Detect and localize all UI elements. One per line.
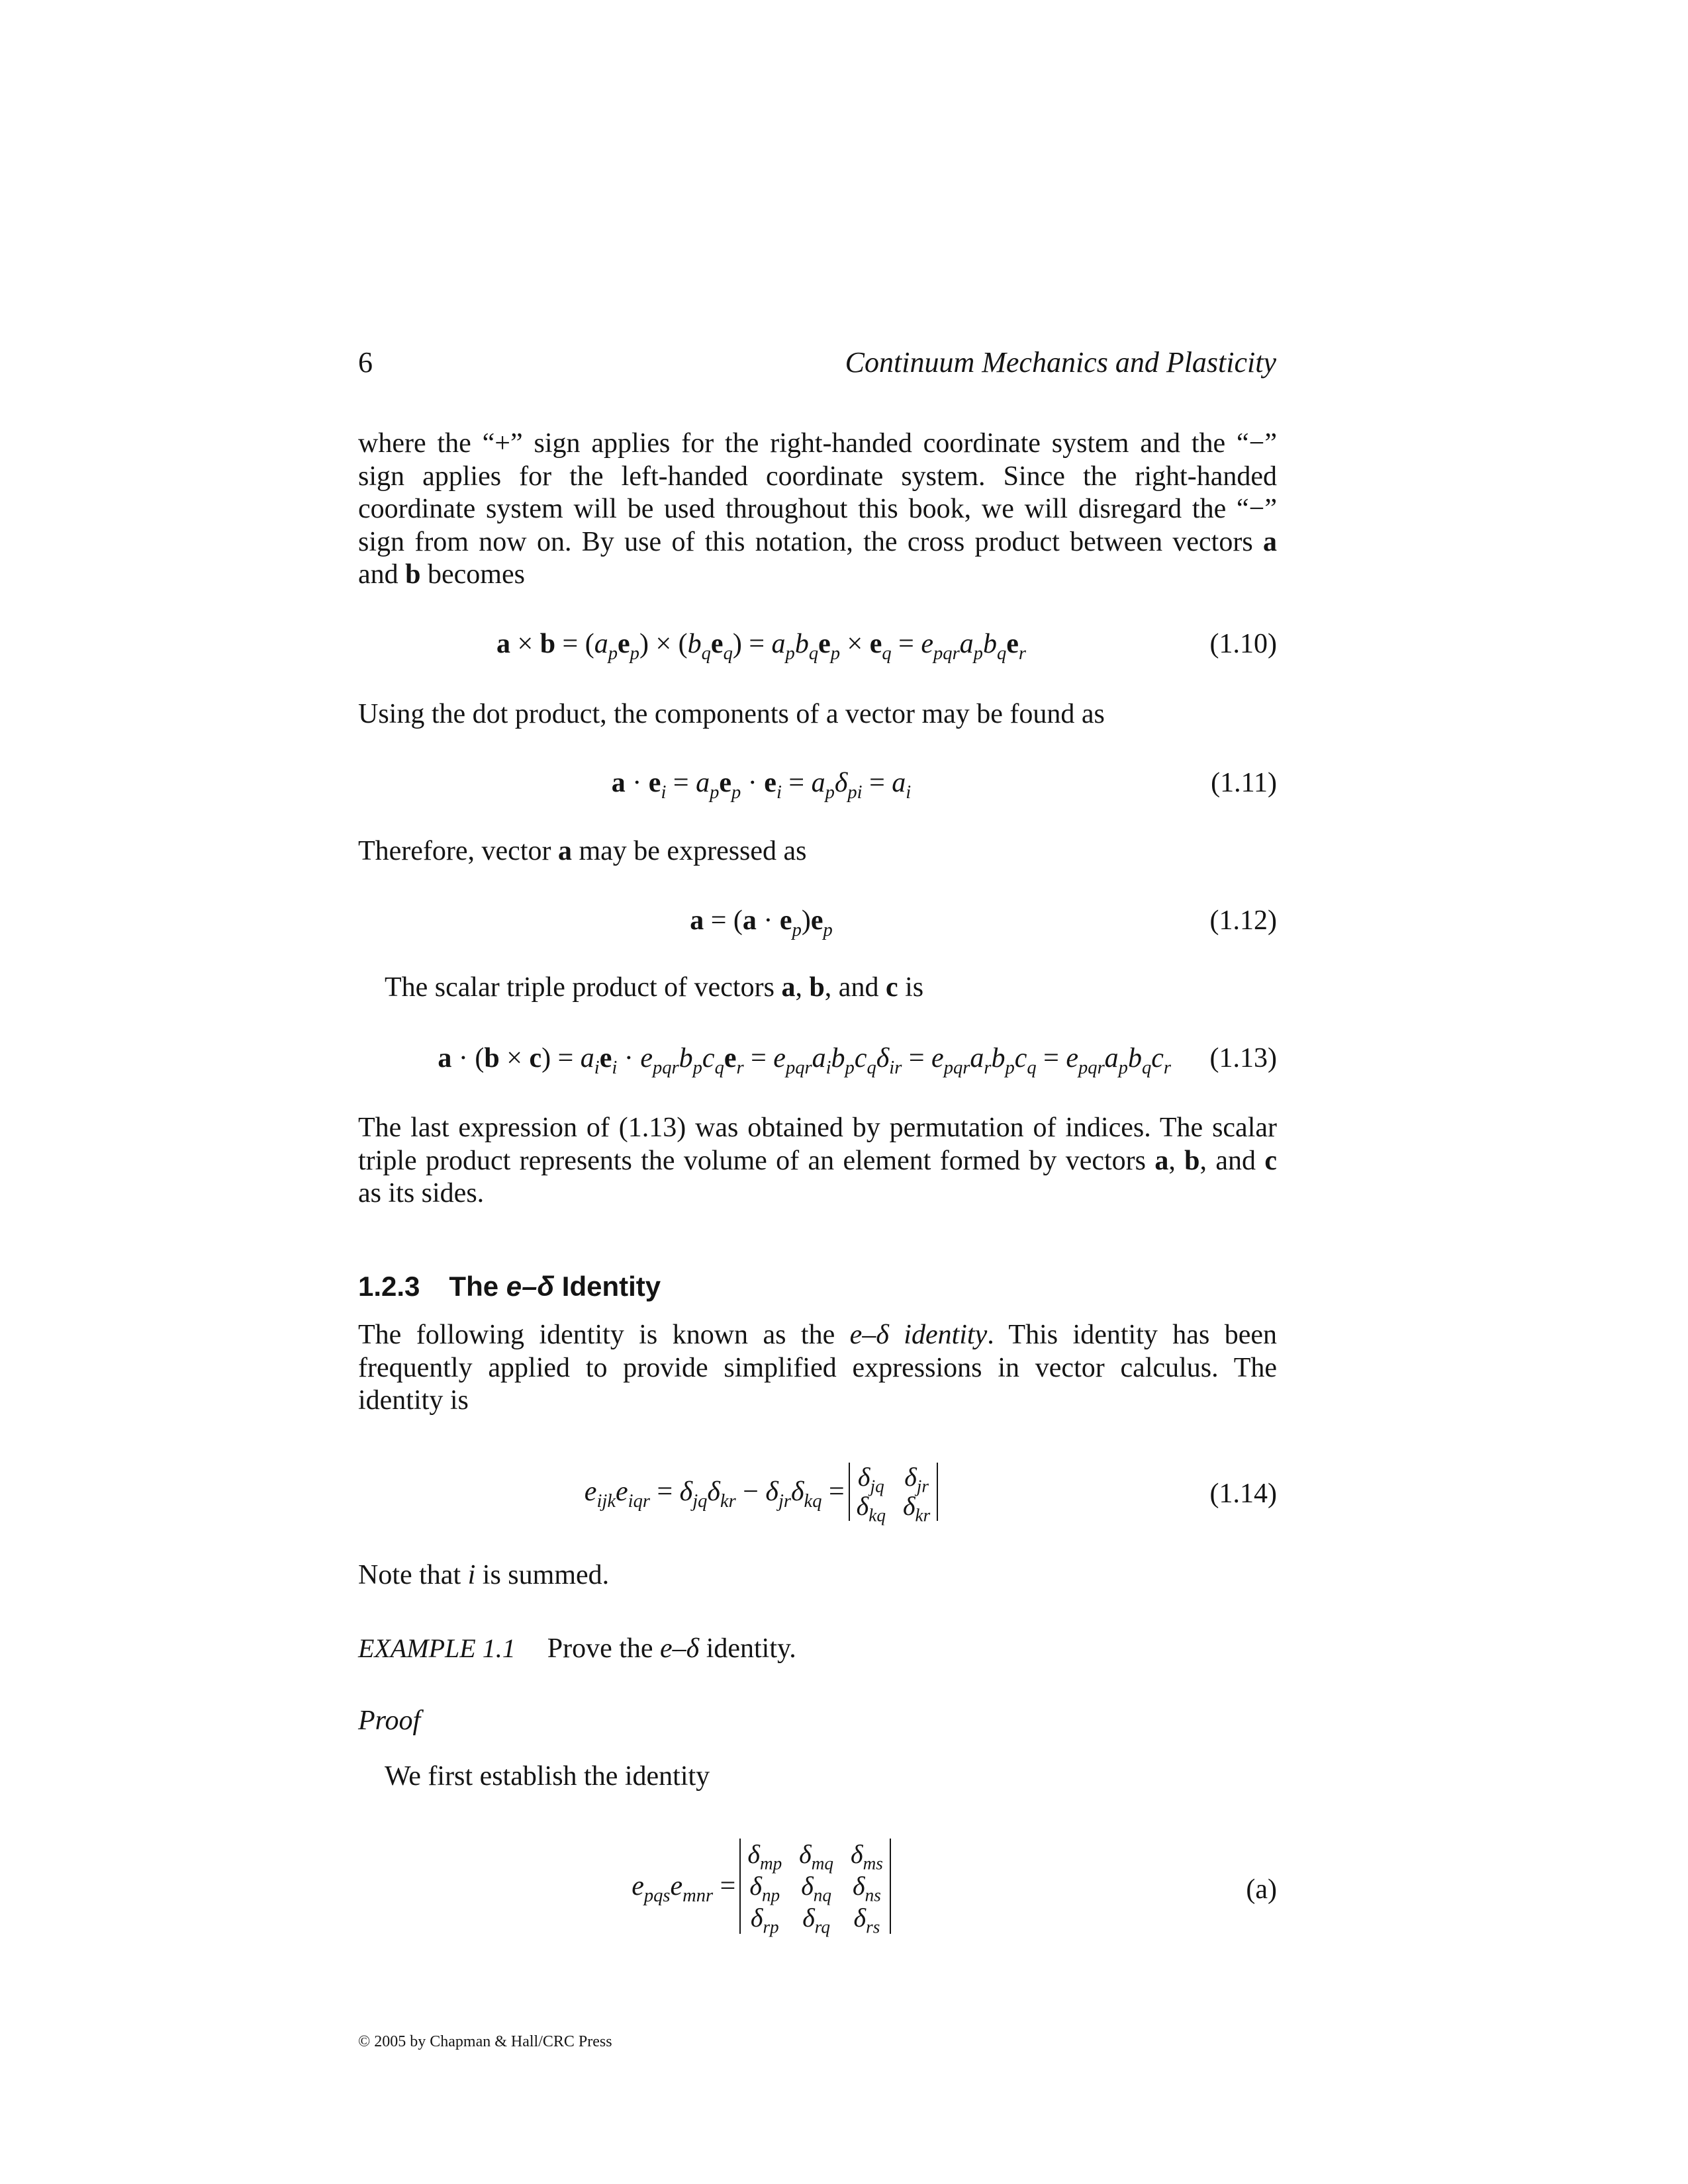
paragraph-dot-product: Using the dot product, the components of a vector may be found as [358, 699, 1105, 729]
paragraph-identity-intro: The following identity is known as the e–δ identity. This identity has been frequently applied to provide simplified expressions in vector calculus. The identity is [358, 1320, 1278, 1416]
equation-label: (1.13) [1209, 1043, 1277, 1073]
section-number: 1.2.3 [358, 1271, 420, 1302]
copyright-footer: © 2005 by Chapman & Hall/CRC Press [358, 2033, 612, 2050]
vector-a: a [1154, 1145, 1169, 1176]
determinant-3x3: $\delta_{mp}$ $\delta_{mq}$ $\delta_{ms}$ $\delta_{np}$ $\delta_{nq}$ $\delta_{ns}$ $\delta_{rp}$ $\delta_{rq}$ $\delta_{rs}$ [739, 1839, 890, 1934]
paragraph-permutation: The last expression of (1.13) was obtained by permutation of indices. The scalar triple product represents the volume of an element formed by vectors a, b, and c as its sides. [358, 1113, 1277, 1208]
equation-label: (1.14) [1209, 1479, 1277, 1509]
equation-label: (1.11) [1211, 768, 1277, 798]
equation-label: (1.10) [1209, 629, 1277, 659]
vector-b: b [1184, 1145, 1200, 1176]
proof-label: Proof [358, 1706, 421, 1736]
page-number: 6 [358, 346, 373, 379]
vector-c: c [885, 972, 898, 1003]
paragraph-establish-identity: We first establish the identity [385, 1761, 710, 1792]
determinant-2x2: $\delta_{jq}$ $\delta_{jr}$ $\delta_{kq}$ $\delta_{kr}$ [849, 1463, 939, 1521]
vector-b: b [809, 972, 825, 1003]
equation-label: (1.12) [1209, 905, 1277, 936]
running-head: Continuum Mechanics and Plasticity [845, 346, 1276, 379]
section-heading: 1.2.3 The e–δ Identity [358, 1271, 661, 1302]
vector-a: a [557, 836, 572, 866]
vector-b: b [405, 559, 421, 590]
paragraph-cross-product-intro: where the “+” sign applies for the right-handed coordinate system and the “−” sign applies for the left-handed coordinate system. Since the right-handed coordinate system will be used throughout this book, we will disregard the “−” sign from now on. By use of this notation, the cross product between vectors a and b becomes [358, 428, 1277, 590]
example-label: EXAMPLE 1.1 [358, 1633, 516, 1663]
equation-label: (a) [1246, 1874, 1277, 1905]
equation-1-14: $e_{ijk}e_{iqr} = \delta_{jq}\delta_{kr} - \delta_{jr}\delta_{kq}$ = $\delta_{jq}$ $\delta_{jr}$ $\delta_{kq}$ $\delta_{kr}$ (1.14) [584, 1462, 1277, 1525]
paragraph-vector-expression: Therefore, vector a may be expressed as [358, 836, 807, 866]
note-summation: Note that i is summed. [358, 1560, 610, 1590]
vector-a: a [781, 972, 796, 1003]
vector-a: a [1263, 526, 1277, 557]
example-heading: EXAMPLE 1.1 Prove the e–δ identity. [358, 1633, 796, 1664]
equation-a: $e_{pqs}e_{mnr}$ = $\delta_{mp}$ $\delta_{mq}$ $\delta_{ms}$ $\delta_{np}$ $\delta_{nq}$ $\delta_{ns}$ $\delta_{rp}$ $\delta_{rq}$ $\delta_{rs}$ (a) [632, 1839, 1277, 1937]
paragraph-triple-product: The scalar triple product of vectors a, b, and c is [385, 972, 924, 1003]
vector-c: c [1264, 1145, 1277, 1176]
